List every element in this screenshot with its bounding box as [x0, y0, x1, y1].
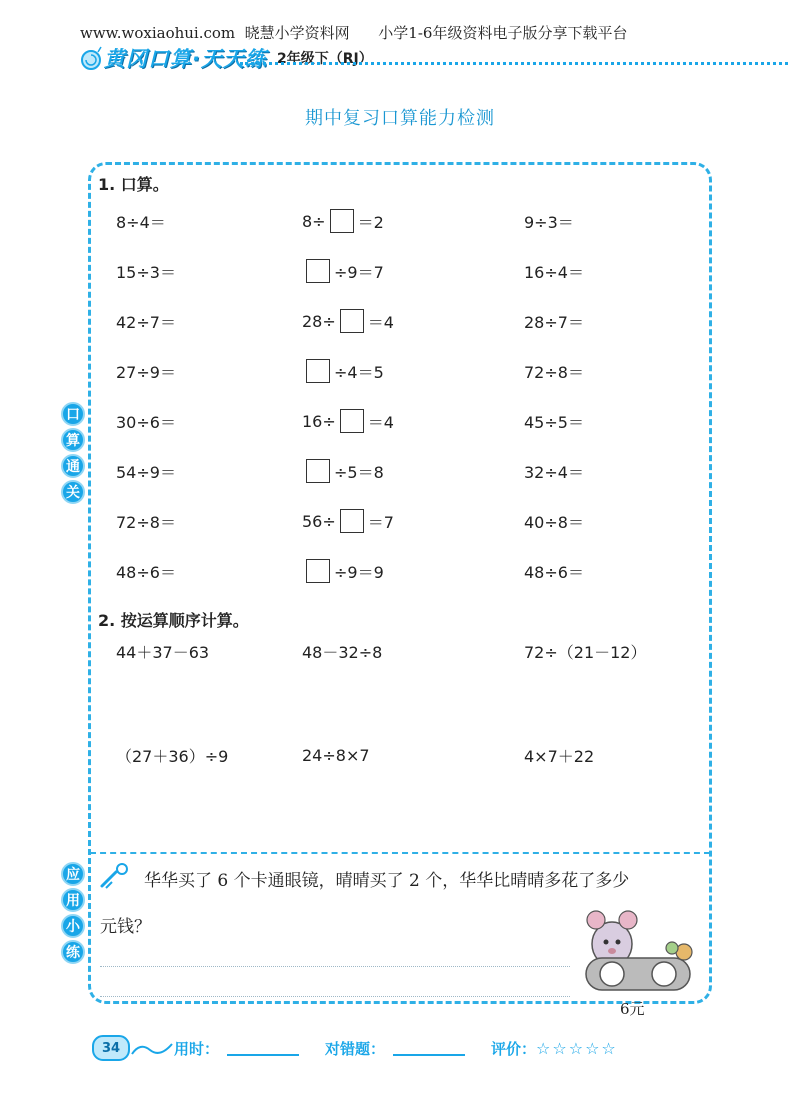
- grade-label: 2年级下（RJ）: [276, 51, 373, 67]
- answer-box[interactable]: [306, 559, 330, 583]
- side-tab-kousuan: [60, 402, 86, 504]
- page-number: 34: [92, 1035, 130, 1061]
- order-problem: 72÷（21－12）: [524, 642, 647, 662]
- application-question: 华华买了 6 个卡通眼镜，晴晴买了 2 个，华华比晴晴多花了多少: [144, 871, 630, 891]
- oral-problem: 48÷6＝: [524, 562, 584, 582]
- order-problem: 4×7＋22: [524, 746, 595, 766]
- section1-heading: 1. 口算。: [98, 175, 169, 194]
- oral-problem: 15÷3＝: [116, 262, 176, 282]
- answer-box[interactable]: [330, 209, 354, 233]
- answer-line: [100, 996, 570, 997]
- header-dotted-rule: [240, 62, 788, 65]
- telescope-icon: [98, 862, 134, 892]
- answer-line: [100, 966, 570, 967]
- problem-suffix: ÷4＝5: [334, 362, 384, 382]
- fill-in-problem: [302, 208, 384, 234]
- answer-box[interactable]: [306, 459, 330, 483]
- site-banner: www.woxiaohui.com 晓慧小学资料网 小学1-6年级资料电子版分享下载平台: [80, 24, 628, 42]
- oral-problem: 16÷4＝: [524, 262, 584, 282]
- time-label: 用时：: [174, 1039, 220, 1058]
- time-blank[interactable]: [227, 1040, 299, 1056]
- problem-prefix: 16÷: [302, 411, 336, 431]
- problem-suffix: ÷5＝8: [334, 462, 384, 482]
- brand-header: [78, 44, 373, 72]
- oral-problem: 30÷6＝: [116, 412, 176, 432]
- brand-logo-text: 黄冈口算·天天练: [104, 47, 267, 71]
- problem-prefix: 8÷: [302, 211, 326, 231]
- fill-in-problem: [302, 358, 384, 384]
- problem-prefix: 28÷: [302, 311, 336, 331]
- side-tab-char: 练: [61, 940, 85, 964]
- rating-label: 评价：: [491, 1039, 537, 1058]
- problem-suffix: ＝7: [367, 512, 394, 532]
- correct-blank[interactable]: [393, 1040, 465, 1056]
- side-tab-char: 通: [61, 454, 85, 478]
- side-tab-yingyong: [60, 862, 86, 964]
- oral-problem: 9÷3＝: [524, 212, 574, 232]
- oral-problem: 8÷4＝: [116, 212, 166, 232]
- oral-problem: 40÷8＝: [524, 512, 584, 532]
- rating-stars[interactable]: ☆☆☆☆☆: [536, 1038, 618, 1058]
- side-tab-char: 用: [61, 888, 85, 912]
- snail-logo-icon: [78, 45, 104, 71]
- side-tab-char: 小: [61, 914, 85, 938]
- wave-decoration-icon: [130, 1038, 174, 1058]
- section-divider: [90, 852, 710, 854]
- oral-problem: 45÷5＝: [524, 412, 584, 432]
- oral-problem: 32÷4＝: [524, 462, 584, 482]
- oral-problem: 48÷6＝: [116, 562, 176, 582]
- price-label: 6元: [620, 1000, 645, 1018]
- oral-problem: 42÷7＝: [116, 312, 176, 332]
- order-problem: 44＋37－63: [116, 642, 210, 662]
- page-title: 期中复习口算能力检测: [305, 108, 495, 129]
- application-question-cont: 元钱？: [100, 917, 151, 937]
- section2-heading: 2. 按运算顺序计算。: [98, 611, 249, 630]
- problem-suffix: ＝4: [367, 412, 394, 432]
- fill-in-problem: [302, 458, 384, 484]
- problem-prefix: 56÷: [302, 511, 336, 531]
- side-tab-char: 关: [61, 480, 85, 504]
- order-problem: 24÷8×7: [302, 745, 370, 765]
- side-tab-char: 应: [61, 862, 85, 886]
- cartoon-glasses-image: [572, 906, 702, 998]
- problem-suffix: ＝4: [367, 312, 394, 332]
- answer-box[interactable]: [306, 259, 330, 283]
- problem-suffix: ÷9＝7: [334, 262, 384, 282]
- fill-in-problem: [302, 258, 384, 284]
- footer: [92, 1032, 618, 1064]
- oral-problem: 28÷7＝: [524, 312, 584, 332]
- oral-problem: 72÷8＝: [524, 362, 584, 382]
- answer-box[interactable]: [340, 409, 364, 433]
- correct-label: 对错题：: [325, 1039, 386, 1058]
- answer-box[interactable]: [306, 359, 330, 383]
- problem-suffix: ÷9＝9: [334, 562, 384, 582]
- fill-in-problem: [302, 558, 384, 584]
- fill-in-problem: [302, 408, 394, 434]
- answer-box[interactable]: [340, 309, 364, 333]
- fill-in-problem: [302, 508, 394, 534]
- oral-problem: 27÷9＝: [116, 362, 176, 382]
- fill-in-problem: [302, 308, 394, 334]
- side-tab-char: 算: [61, 428, 85, 452]
- problem-suffix: ＝2: [357, 212, 384, 232]
- side-tab-char: 口: [61, 402, 85, 426]
- oral-problem: 72÷8＝: [116, 512, 176, 532]
- order-problem: 48－32÷8: [302, 642, 383, 662]
- oral-problem: 54÷9＝: [116, 462, 176, 482]
- answer-box[interactable]: [340, 509, 364, 533]
- order-problem: （27＋36）÷9: [116, 746, 229, 766]
